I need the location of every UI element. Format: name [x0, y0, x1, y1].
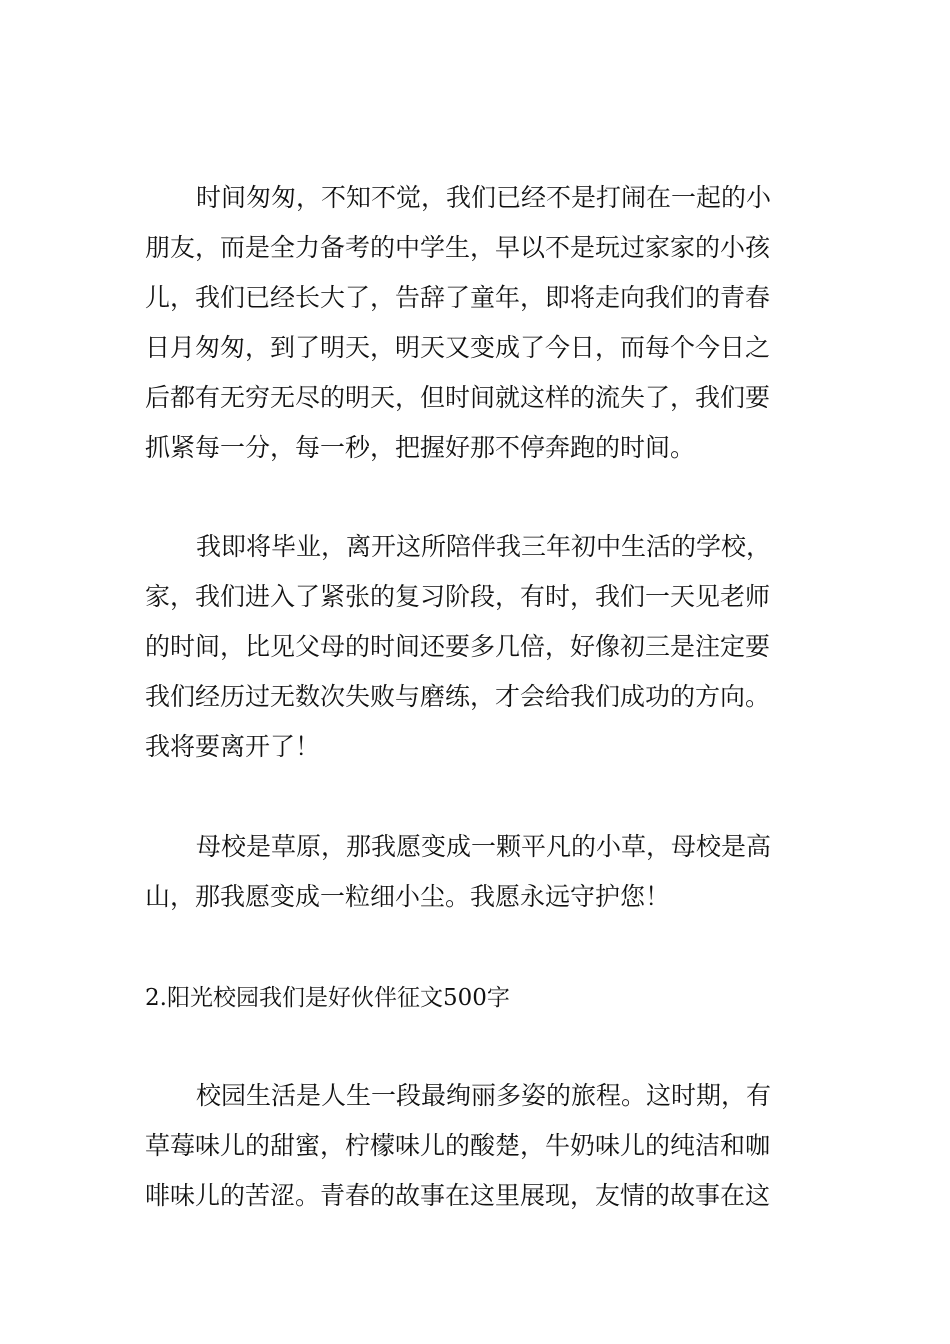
text-line: 母校是草原，那我愿变成一颗平凡的小草，母校是高 [196, 832, 772, 861]
text-line: 日月匆匆，到了明天，明天又变成了今日，而每个今日之 [145, 333, 771, 362]
text-line: 的时间，比见父母的时间还要多几倍，好像初三是注定要 [145, 632, 771, 661]
text-line: 时间匆匆，不知不觉，我们已经不是打闹在一起的小 [196, 183, 772, 212]
text-line: 我将要离开了！ [145, 732, 321, 761]
text-line: 我们经历过无数次失败与磨练，才会给我们成功的方向。 [145, 682, 771, 711]
paragraph-campus-life [145, 1071, 815, 1221]
text-line: 朋友，而是全力备考的中学生，早以不是玩过家家的小孩 [145, 233, 771, 262]
text-line: 啡味儿的苦涩。青春的故事在这里展现，友情的故事在这 [145, 1181, 771, 1210]
text-line: 家，我们进入了紧张的复习阶段，有时，我们一天见老师 [145, 582, 771, 611]
text-line: 校园生活是人生一段最绚丽多姿的旅程。这时期，有 [196, 1081, 772, 1110]
text-line: 我即将毕业，离开这所陪伴我三年初中生活的学校， [196, 532, 772, 561]
section-heading: 2.阳光校园我们是好伙伴征文500字 [145, 985, 510, 1011]
text-line: 山，那我愿变成一粒细小尘。我愿永远守护您！ [145, 882, 671, 911]
paragraph-graduation [145, 522, 815, 772]
text-line: 抓紧每一分，每一秒，把握好那不停奔跑的时间。 [145, 433, 696, 462]
text-line: 草莓味儿的甜蜜，柠檬味儿的酸楚，牛奶味儿的纯洁和咖 [145, 1131, 771, 1160]
paragraph-alma-mater [145, 822, 815, 922]
text-line: 儿，我们已经长大了，告辞了童年，即将走向我们的青春 [145, 283, 771, 312]
paragraph-time [145, 173, 815, 473]
text-line: 后都有无穷无尽的明天，但时间就这样的流失了，我们要 [145, 383, 771, 412]
